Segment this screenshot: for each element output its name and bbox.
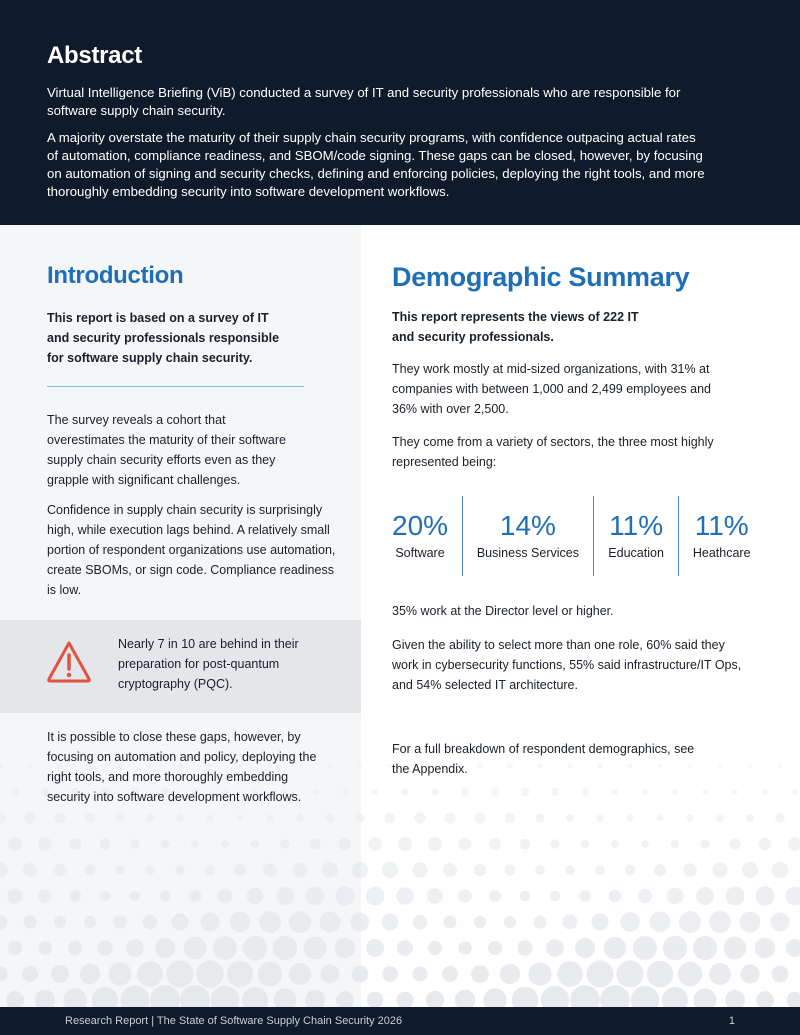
stat-value: 11%	[694, 510, 749, 541]
demographics-lead: This report represents the views of 222 IT and security professionals.	[392, 310, 639, 344]
abstract-paragraph-2: A majority overstate the maturity of their supply chain security programs, with confidence outpacing actual rates of automation, compliance readiness, and SBOM/code signing. These gaps can be closed, however, by focusing on automation of signing and security checks, defining and enforcing policies, deploying the right tools, and more thoroughly embedding security into software development workflows.	[47, 130, 705, 199]
page-number: 1	[728, 1015, 735, 1027]
demographics-paragraph-4: Given the ability to select more than one role, 60% said they work in cybersecurity functions, 55% said infrastructure/IT Ops, and 54% selected IT architecture.	[392, 638, 742, 692]
introduction-paragraph-1: The survey reveals a cohort that overestimates the maturity of their software supply chain security efforts even as they grapple with significant challenges.	[47, 413, 286, 487]
stat-value: 20%	[392, 510, 449, 541]
abstract-paragraph-1: Virtual Intelligence Briefing (ViB) conducted a survey of IT and security professionals who are responsible for software supply chain security.	[47, 85, 681, 118]
stat-business-services	[463, 496, 593, 576]
sector-stats	[392, 496, 764, 576]
warning-triangle-icon	[46, 639, 92, 685]
abstract-title: Abstract	[47, 42, 142, 69]
page-footer	[0, 1007, 800, 1035]
stat-label: Business Services	[476, 546, 579, 560]
introduction-paragraph-2: Confidence in supply chain security is surprisingly high, while execution lags behind. A relatively small portion of respondent organizations use automation, create SBOMs, or sign code. Compliance readiness is low.	[47, 503, 336, 597]
stat-education	[594, 496, 679, 576]
demographics-paragraph-2: They come from a variety of sectors, the three most highly represented being:	[392, 435, 714, 469]
stat-healthcare	[679, 496, 764, 576]
section-divider	[47, 386, 304, 387]
demographics-paragraph-3: 35% work at the Director level or higher.	[392, 604, 614, 618]
stat-value: 11%	[609, 510, 664, 541]
demographics-paragraph-5: For a full breakdown of respondent demographics, see the Appendix.	[392, 742, 695, 776]
stat-value: 14%	[499, 510, 556, 541]
introduction-title: Introduction	[47, 262, 184, 289]
pqc-callout	[0, 620, 361, 713]
abstract-banner	[0, 0, 800, 225]
stat-label: Software	[395, 546, 445, 560]
demographics-title: Demographic Summary	[392, 262, 690, 292]
callout-text: Nearly 7 in 10 are behind in their preparation for post-quantum cryptography (PQC).	[118, 637, 299, 691]
footer-title: Research Report | The State of Software Supply Chain Security 2026	[65, 1015, 403, 1027]
stat-label: Heathcare	[692, 546, 751, 560]
stat-software	[392, 496, 448, 576]
introduction-lead: This report is based on a survey of IT and security professionals responsible for software supply chain security.	[47, 311, 280, 365]
stat-label: Education	[608, 546, 664, 560]
introduction-paragraph-3: It is possible to close these gaps, however, by focusing on automation and policy, deploying the right tools, and more thoroughly embedding security into software development workflows.	[47, 730, 317, 804]
demographics-paragraph-1: They work mostly at mid-sized organizations, with 31% at companies with between 1,000 and 2,499 employees and 36% with over 2,500.	[392, 362, 711, 416]
